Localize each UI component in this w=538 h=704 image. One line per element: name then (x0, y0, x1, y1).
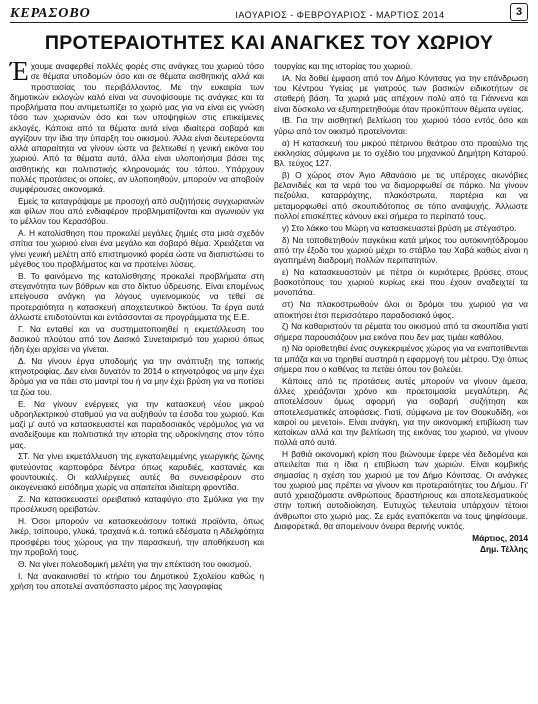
right-column (274, 61, 528, 593)
article-paragraph: β) Ο χώρος στον Άγιο Αθανάσιο με τις υπέροχες αιωνόβιες βελανιδιές και τα νερά του να διαμορφωθεί σε πάρκο. Να γίνουν πεζούλια, καταρράχτης, πλακόστρωτα, παρτέρια και να μεταμορφωθεί από σκουπιδότοπος σε τόπο αναψυχής. Άλλωστε πολλοί επισκέπτες κάνουν εκεί σήμερα το περίπατό τους. (274, 169, 528, 221)
article-paragraph: ΙΑ. Να δοθεί έμφαση από τον Δήμο Κόνιτσας για την επάνδρωση του Κέντρου Υγείας με γιατρούς των βασικών ειδικοτήτων σε σταθερή βάση. Τα χωριά μας απέχουν πολύ από τα Γιάννενα και είναι δύσκολο να εξυπηρετηθούμε όταν προκύπτουν θέματα υγείας. (274, 72, 528, 114)
article-paragraph: Β. Το φαινόμενο της κατολίσθησης προκαλεί προβλήματα στη στεγανότητα των βόθρων και στο δίκτυο ύδρευσης. Είναι επομένως επείγουσα ανάγκη για λόγους υγιεινομικούς να τεθεί σε προτεραιότητα η κατασκευή αποχετευτικού δικτύου. Τα έργα αυτά άλλωστε επιδοτούνται και εντάσσονται σε προγράμματα της Ε.Ε. (10, 270, 264, 322)
left-column (10, 56, 264, 593)
drop-cap: Έ (10, 56, 29, 86)
article-paragraph: α) Η κατασκευή του μικρού πέτρινου θεάτρου στο προαύλιο της εκκλησίας σύμφωνα με το σχέδιο του μηχανικού Δημήτρη Καταρού. Βλ. τεύχος 127. (274, 137, 528, 169)
article-paragraph: γ) Στο λάκκο του Μώρη να κατασκευαστεί βρύση με στέγαστρο. (282, 222, 517, 233)
page-header (10, 4, 528, 23)
article-paragraph: ε) Να κατασκευαστούν με πέτρα οι κυριότερες βρύσες στους βοσκοτόπους του χωριού κυρίως εκεί που έχουν αναδειχτεί τα μονοπάτια. (274, 266, 528, 298)
signature-block (274, 533, 528, 554)
issue-date: ΙΑΟΥΑΡΙΟΣ - ΦΕΒΡΟΥΑΡΙΟΣ - ΜΑΡΤΙΟΣ 2014 (235, 10, 445, 20)
article-title: ΠΡΟΤΕΡΑΙΟΤΗΤΕΣ ΚΑΙ ΑΝΑΓΚΕΣ ΤΟΥ ΧΩΡΙΟΥ (44, 32, 494, 54)
article-paragraph: Ι. Να ανακαινισθεί το κτήριο του Δημοτικού Σχολείου καθώς η χρήση του αποτελεί αναπόσπαστο μέρος της λαογραφίας (10, 570, 264, 591)
article-paragraph: ΣΤ. Να γίνει εκμετάλλευση της εγκαταλειμμένης γεωργικής ζώνης φυτεύοντας καρποφόρα δέντρα όπως καρυδιές, καστανιές και φουντουκιές. Οι καλλιέργειες αυτές θα συνεισφέρουν στο οικογενειακό εισόδημα χωρίς να απαιτείται ιδιαίτερη φροντίδα. (10, 451, 264, 493)
newsletter-brand: ΚΕΡΑΣΟΒΟ (10, 6, 91, 21)
article-paragraph: Θ. Να γίνει πολεοδομική μελέτη για την επέκταση του οικισμού. (18, 558, 252, 569)
newsletter-page (0, 4, 538, 704)
paragraph-text: χουμε αναφερθεί πολλές φορές στις ανάγκες του χωριού τόσο σε θέματα υποδομών όσο και σε θέματα αισθητικής αλλά και προστασίας του περιβάλλοντος. Με την ευκαιρία των δημοτικών εκλογών καλό είναι να συνοψίσουμε τις ανάγκες και τα προβλήματα που αντιμετωπίζει το χωριό μας για να είναι εις γνώση τόσο των χωριανών όσο και των υποψηφίων στις επικείμενες εκλογές. Κάποια από τα θέματα αυτά είναι ιδιαίτερα σοβαρά και αγγίζουν την ίδια την ύπαρξη του οικισμού. Άλλα είναι δευτερεύοντα αλλά απαραίτητα να γίνουν ώστε να βελτιωθεί η γενική εικόνα του χωριού. Από τα θέματα αυτά, άλλα είναι υλοποιήσιμα βάσει της αισθητικής και πολιτιστικής κληρονομιάς του τόπου. Υπάρχουν πολλές προτάσεις οι οποίες, αν υλοποιηθούν, μπορούν να αποβούν συμφέρουσες οικονομικά. (10, 61, 264, 194)
article-paragraph: Ζ. Να κατασκευαστεί ορειβατικό καταφύγιο στο Σμόλικα για την προσέλκυση ορειβατών. (10, 494, 264, 515)
article-paragraph (10, 56, 264, 194)
article-paragraph: τουργίας και της ιστορίας του χωριού. (274, 61, 413, 71)
article-paragraph: ΙΒ. Για την αισθητική βελτίωση του χωριού τόσο εντός όσο και γύρω από τον οικισμό προτείνονται: (274, 115, 528, 136)
article-paragraph: Κάποιες από τις προτάσεις αυτές μπορούν να γίνουν άμεσα, άλλες χρειάζονται χρόνο και προετοιμασία μεγαλύτερη. Ας αποτελέσουν όμως αφορμή για σοβαρή συζήτηση και αποτελεσματικές αποφάσεις. Γιατί, σύμφωνα με τον Θουκυδίδη, «οι καιροί ου μενετοί». Είναι ανάγκη, για την οικονομική επιβίωση των κατοίκων αλλά και την βελτίωση της εικόνας του χωριού, να γίνουν πολλά από αυτά. (274, 375, 528, 448)
article-paragraph: Δ. Να γίνουν έργα υποδομής για την ανάπτυξη της τοπικής κτηνοτροφίας. Δεν είναι δυνατόν το 2014 ο κτηνοτρόφος να μην έχει δρόμο για να πάει στο μαντρί του ή να μην έχει βρύση για να ποτίσει τα ζώα του. (10, 355, 264, 397)
signature-date: Μάρτιος, 2014 (472, 533, 528, 544)
article-paragraph: Εμείς τα καταγράψαμε με προσοχή από συζητήσεις συγχωριανών και φίλων που από ενδιαφέρον προβληματίζονται και αγωνιούν για το μέλλον του Κερασόβου. (10, 195, 264, 227)
article-paragraph: Η. Όσοι μπορούν να κατασκευάσουν τοπικά προϊόντα, όπως λικέρ, τσίπουρο, γλυκά, τραχανά κ.ά. τοπικά εδέσματα η Αδελφότητα προσφέρει τους χώρους για την παρασκευή, την αποθήκευση και την προβολή τους. (10, 516, 264, 557)
article-paragraph: δ) Να τοποθετηθούν παγκάκια κατά μήκος του αυτοκινητόδρομου από την έξοδο του χωριού μέχρι το στάβλο του Χαβά καθώς είναι η αγαπημένη διαδρομή πολλών περιπατητών. (274, 234, 528, 266)
article-paragraph: η) Να οριοθετηθεί ένας συγκεκριμένος χώρος για να εναποτίθενται τα μπάζα και να τηρηθεί αυστηρά η εφαρμογή του μέτρου. Όχι όπως σήμερα που ο καθένας τα πετάει όπου τον βολεύει. (274, 343, 528, 374)
article-paragraph: Α. Η κατολίσθηση που προκαλεί μεγάλες ζημιές στα μισά σχεδόν σπίτια του χωριού είναι ένα μεγάλο και σοβαρό θέμα. Χρειάζεται να γίνει γενική μελέτη από επιστημονικό φορέα ώστε να διαπιστώσει το μέγεθος του προβλήματος και να προτείνει λύσεις. (10, 228, 264, 269)
signature-name: Δημ. Τέλλης (480, 543, 528, 554)
page-number: 3 (510, 3, 528, 21)
article-paragraph: Γ. Να ενταθεί και να συστηματοποιηθεί η εκμετάλλευση του δασικού πλούτου από τον Δασικό Συνεταιρισμό του χωριού όπως ήδη έχει αρχίσει να γίνεται. (10, 323, 264, 355)
article-paragraph: Η βαθιά οικονομική κρίση που βιώνουμε έφερε νέα δεδομένα και απειλείται πια η ίδια η επιβίωση των χωριών. Είναι κομβικής σημασίας η σχέση του χωριού με τον Δήμο Κόνιτσας. Οι ανάγκες του χωριού μας πρέπει να γίνουν και προτεραιότητες του Δήμου. Γι' αυτό χρειαζόμαστε ανθρώπους δραστήριους και αποτελεσματικούς στην τοπική αυτοδιοίκηση. Ευτυχώς τελευταία υπάρχουν τέτοιοι άνθρωποι στο χωριό μας. Σε εμάς εναπόκειται να τους ψηφίσουμε. Διαφορετικά, θα απομείνουν όνειρα θερινής νυκτός. (274, 449, 528, 531)
article-paragraph: ζ) Να καθαριστούν τα ρέματα του οικισμού από τα σκουπίδια γιατί σήμερα παρουσιάζουν μια εικόνα που δεν μας τιμάει καθόλου. (274, 321, 528, 342)
article-paragraph: Ε. Να γίνουν ενέργειες για την κατασκευή νέου μικρού υδροηλεκτρικού σταθμού για να αυξηθούν τα έσοδα του χωριού. Και μαζί μ' αυτό να κατασκευαστεί και παραδοσιακός νερόμυλος για να αναδείξουμε και πολιτιστικά την ιστορία της υδροκίνησης στον τόπο μας. (10, 398, 264, 450)
article-paragraph: στ) Να πλακοστρωθούν όλοι οι δρόμοι του χωριού για να αποκτήσει έτσι περισσότερο παραδοσιακό ύφος. (274, 299, 528, 320)
article-body (10, 56, 528, 593)
